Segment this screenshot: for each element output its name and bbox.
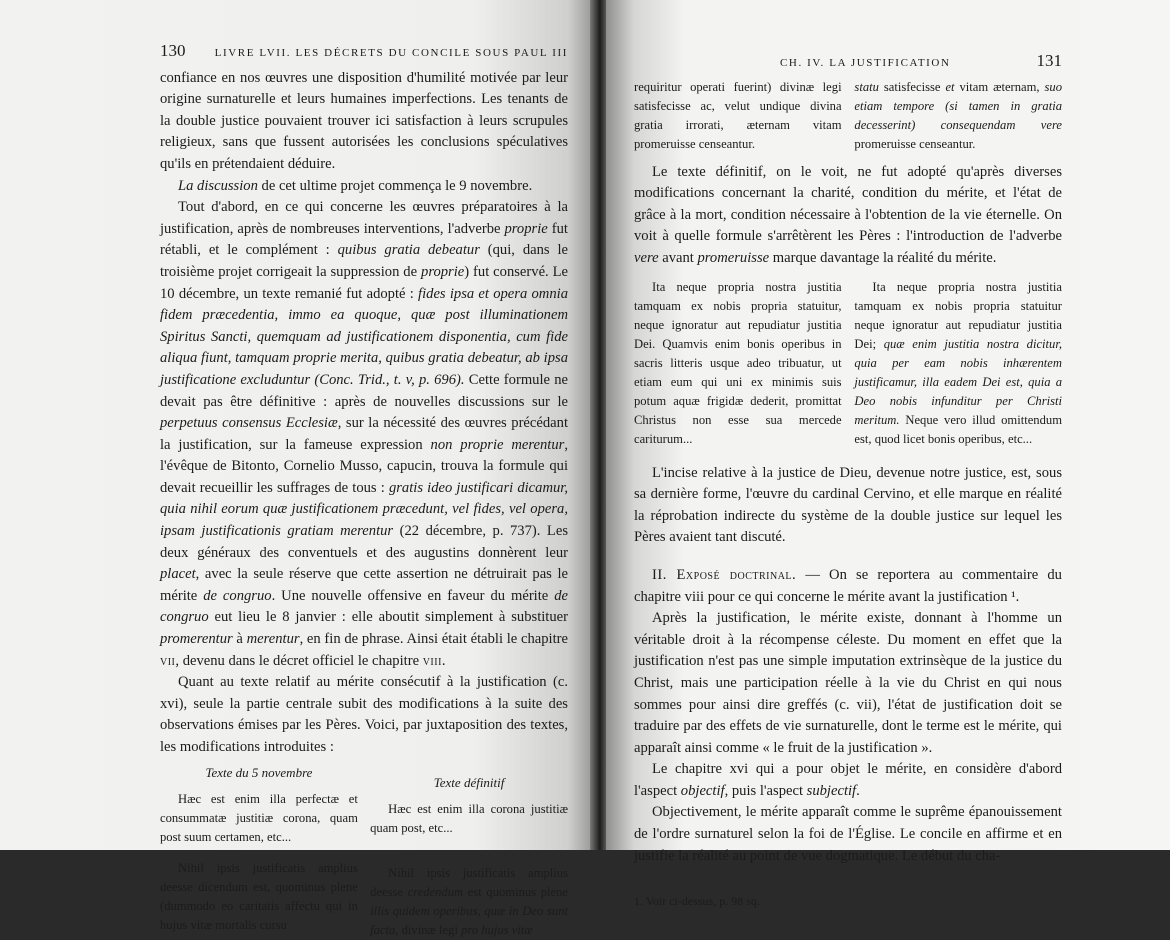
text-run: est quominus plene	[463, 884, 568, 899]
left-paragraph-4: Quant au texte relatif au mérite consécutif à la justification (c. xvi), seule la partie centrale subit des modifications à la suite des observations émises par les Pères. Voici, par juxtaposition des textes, les modifications introduites :	[160, 674, 568, 755]
right-paragraph-1	[634, 162, 1062, 270]
italic-run: illis quidem operibus, quæ in Deo sunt facta,	[370, 903, 568, 937]
text-run: marque davantage la réalité du mérite.	[769, 249, 997, 266]
italic-run: perpetuus consensus Ecclesiæ	[160, 415, 338, 432]
italic-run: vere	[634, 249, 659, 266]
text-run: à	[232, 631, 247, 648]
italic-run: fides ipsa et opera omnia fidem præcedentia, immo ea quoque, quæ post illuminationem Spiritus Sancti, quemquam ad justificationem disponentia, cum fide aliqua fiunt, tamquam proprie merita, quibus gratia debeatur, ab ipsa justificatione excluduntur (Conc. Trid., t. v, p. 696).	[160, 285, 568, 388]
right-top-columns	[634, 78, 1062, 154]
col-heading-november: Texte du 5 novembre	[205, 764, 313, 780]
italic-run: quæ enim justitia nostra dicitur, quia per eam nobis inhærentem justificamur, illa eadem Dei est, quia a Deo nobis infunditur per Christi meritum.	[854, 336, 1062, 427]
right-paragraph-3	[634, 565, 1062, 608]
text-run: (22 décembre, p. 737). Les deux généraux des conventuels et des augustins donnèrent leur	[160, 523, 568, 561]
italic-run: de congruo	[160, 587, 568, 626]
right-paragraph-6: Objectivement, le mérite apparaît comme le suprême épanouissement de l'ordre surnaturel selon la foi de l'Église. Le concile en affirme et en justifie la réalité au point de vue dogmatique. Le début du cha-	[634, 804, 1062, 864]
right-paragraph-5	[634, 759, 1062, 802]
text-run: Neque vero illud omittendum est, quod licet bonis operibus, etc...	[854, 412, 1062, 446]
italic-run: statu	[854, 79, 879, 94]
comparison-col-november	[160, 759, 358, 940]
italic-run: placet	[160, 566, 196, 583]
discussion-rest: de cet ultime projet commença le 9 novembre.	[257, 177, 533, 194]
text-run: , puis l'aspect	[724, 782, 807, 799]
italic-run: non proprie merentur	[430, 436, 565, 453]
text-run: , sur la nécessité des œuvres précédant la justification, sur la fameuse expression	[160, 415, 568, 453]
smallcaps-run: vii	[160, 652, 176, 669]
text-run: Tout d'abord, en ce qui concerne les œuvres préparatoires à la justification, après de nombreuses interventions, l'adverbe	[160, 199, 568, 237]
italic-run: subjectif	[806, 782, 857, 799]
right-paragraph-2: L'incise relative à la justice de Dieu, devenue notre justice, est, sous sa dernière forme, l'œuvre du cardinal Cervino, et elle marque en réalité la réprobation indirecte du système de la double justice sur lequel les Pères avaient tant discuté.	[634, 464, 1062, 546]
italic-run: promeruisse	[697, 249, 770, 266]
italic-run: de congruo	[203, 587, 272, 604]
italic-run: suo etiam tempore (si tamen in gratia decesserint) consequendam vere	[854, 79, 1063, 132]
text-run: Ita neque propria nostra justitia tamquam ex nobis propria statuitur neque ignoratur aut repudiatur justitia Dei;	[854, 279, 1062, 351]
mid-col-right	[854, 278, 1062, 449]
text-run: Cette formule ne devait pas être définitive : après de nouvelles discussions sur le	[160, 371, 568, 410]
italic-run: proprie	[421, 263, 465, 280]
italic-run: quibus gratia debeatur	[337, 242, 480, 259]
text-run: eut lieu le 8 janvier : elle aboutit simplement à substituer	[208, 609, 568, 626]
november-para-2: Nihil ipsis justificatis amplius deesse dicendum est, quominus plene (dummodo eo caritatis affectu qui in hujus vitæ mortalis cursu	[160, 860, 358, 932]
mid-col-left-text: Ita neque propria nostra justitia tamquam ex nobis propria statuitur, neque ignoratur aut repudiatur justitia Dei. Quamvis enim bonis operibus in sacris litteris usque adeo tribuatur, ut etiam eum qui uni ex minimis suis potum aquæ frigidæ dederit, promittat Christus non esse sua mercede cariturum...	[634, 279, 842, 446]
italic-run: gratis ideo justificari dicamur, quia nihil eorum quæ justificationem præcedunt, vel fides, vel opera, ipsam justificationis gratiam merentur	[160, 479, 568, 540]
right-running-head	[634, 50, 1062, 75]
italic-run: proprie	[504, 220, 548, 237]
right-paragraph-4: Après la justification, le mérite existe, donnant à l'homme un véritable droit à la récompense céleste. Du moment en effet que la justification n'est pas une simple imputation extrinsèque de la justice du Christ, mais une participation réelle à la vie du Christ en qui nous sommes pour ainsi dire greffés (c. vii), l'état de justification doit se traduire par des effets de vie surnaturelle, dont le terme est le mérite, qui apparaît ainsi comme « le fruit de la justification ».	[634, 610, 1062, 756]
top-col-left-text: requiritur operati fuerint) divinæ legi satisfecisse ac, velut undique divina gratia irrorati, æternam vitam promeruisse censeantur.	[634, 79, 842, 151]
right-page-number: 131	[1036, 51, 1062, 70]
top-col-right	[854, 78, 1062, 154]
left-comparison-columns	[160, 759, 568, 940]
text-run: fut rétabli, et le complément :	[160, 220, 568, 259]
text-run: .	[441, 652, 446, 669]
november-para-1: Hæc est enim illa perfectæ et consummatæ justitiæ corona, quam post suum certamen, etc...	[160, 791, 358, 844]
text-run: .	[856, 782, 860, 799]
text-run: — On se reportera au commentaire du chapitre viii pour ce qui concerne le mérite avant la justification ¹.	[634, 566, 1062, 605]
top-col-left	[634, 78, 842, 154]
col-heading-definitif: Texte définitif	[433, 774, 505, 790]
left-paragraph-3	[160, 197, 568, 672]
right-page	[606, 0, 1170, 909]
left-running-head	[160, 40, 568, 65]
text-run: divinæ legi	[398, 922, 462, 937]
text-run: , devenu dans le décret officiel le chapitre	[175, 652, 423, 669]
italic-run: merentur	[246, 631, 300, 648]
discussion-lead: La discussion	[178, 177, 258, 194]
text-run: avant	[658, 249, 698, 266]
text-run: Nihil ipsis justificatis amplius deesse	[370, 865, 568, 899]
text-run: promeruisse censeantur.	[854, 136, 976, 151]
top-col-right-text	[854, 78, 1062, 154]
text-run: vitam æternam,	[954, 79, 1045, 94]
text-run: satisfecisse	[878, 79, 946, 94]
italic-run: et	[945, 79, 955, 94]
text-run: . Une nouvelle offensive en faveur du mérite	[271, 587, 555, 604]
left-running-title: LIVRE LVII. LES DÉCRETS DU CONCILE SOUS PAUL III	[214, 47, 568, 59]
text-run: Le texte définitif, on le voit, ne fut adopté qu'après diverses modifications concernant la charité, condition du mérite, et l'état de grâce à la mort, condition nécessaire à l'obtention de la vie éternelle. On voit à quelle formule s'arrêtèrent les Pères : l'introduction de l'adverbe	[634, 163, 1062, 245]
mid-col-left	[634, 278, 842, 449]
italic-run: objectif	[680, 782, 725, 799]
italic-run: promerentur	[160, 631, 233, 648]
text-run: (qui, dans le troisième projet corrigeait la suppression de	[160, 242, 568, 280]
right-mid-columns	[634, 278, 1062, 449]
definitif-para-1: Hæc est enim illa corona justitiæ quam post, etc...	[370, 801, 568, 835]
definitif-para-2	[370, 864, 568, 940]
text-run: ) fut conservé. Le 10 décembre, un texte remanié fut adopté :	[160, 263, 569, 302]
section-heading: II. Exposé doctrinal.	[652, 566, 797, 583]
comparison-col-definitif	[370, 759, 568, 940]
text-run: , avec la seule réserve que cette assertion ne détruirait pas le mérite	[160, 566, 568, 604]
smallcaps-run: viii	[422, 652, 442, 669]
left-paragraph-1: confiance en nos œuvres une disposition d'humilité motivée par leur origine surnaturelle et leurs humaines imperfections. Les tenants de la double justice pouvaient trouver ici satisfaction à leurs scrupules religieux, sans que fussent autorisées les conclusions spéculatives qu'ils en prétendaient déduire.	[160, 69, 568, 172]
left-page-number: 130	[160, 41, 186, 60]
text-run: , l'évêque de Bitonto, Cornelio Musso, capucin, trouva la formule qui devait recueillir les suffrages de tous :	[160, 436, 568, 496]
footnote: 1. Voir ci-dessus, p. 98 sq.	[634, 894, 760, 909]
text-run: , en fin de phrase. Ainsi était établi le chapitre	[299, 631, 568, 648]
mid-col-right-text	[854, 278, 1062, 449]
left-paragraph-2	[160, 176, 568, 198]
italic-run: pro hujus vitæ	[461, 922, 533, 937]
right-running-title: CH. IV. LA JUSTIFICATION	[779, 57, 951, 69]
text-run: Le chapitre xvi qui a pour objet le mérite, en considère d'abord l'aspect	[634, 761, 1062, 799]
italic-run: credendum	[407, 884, 464, 899]
